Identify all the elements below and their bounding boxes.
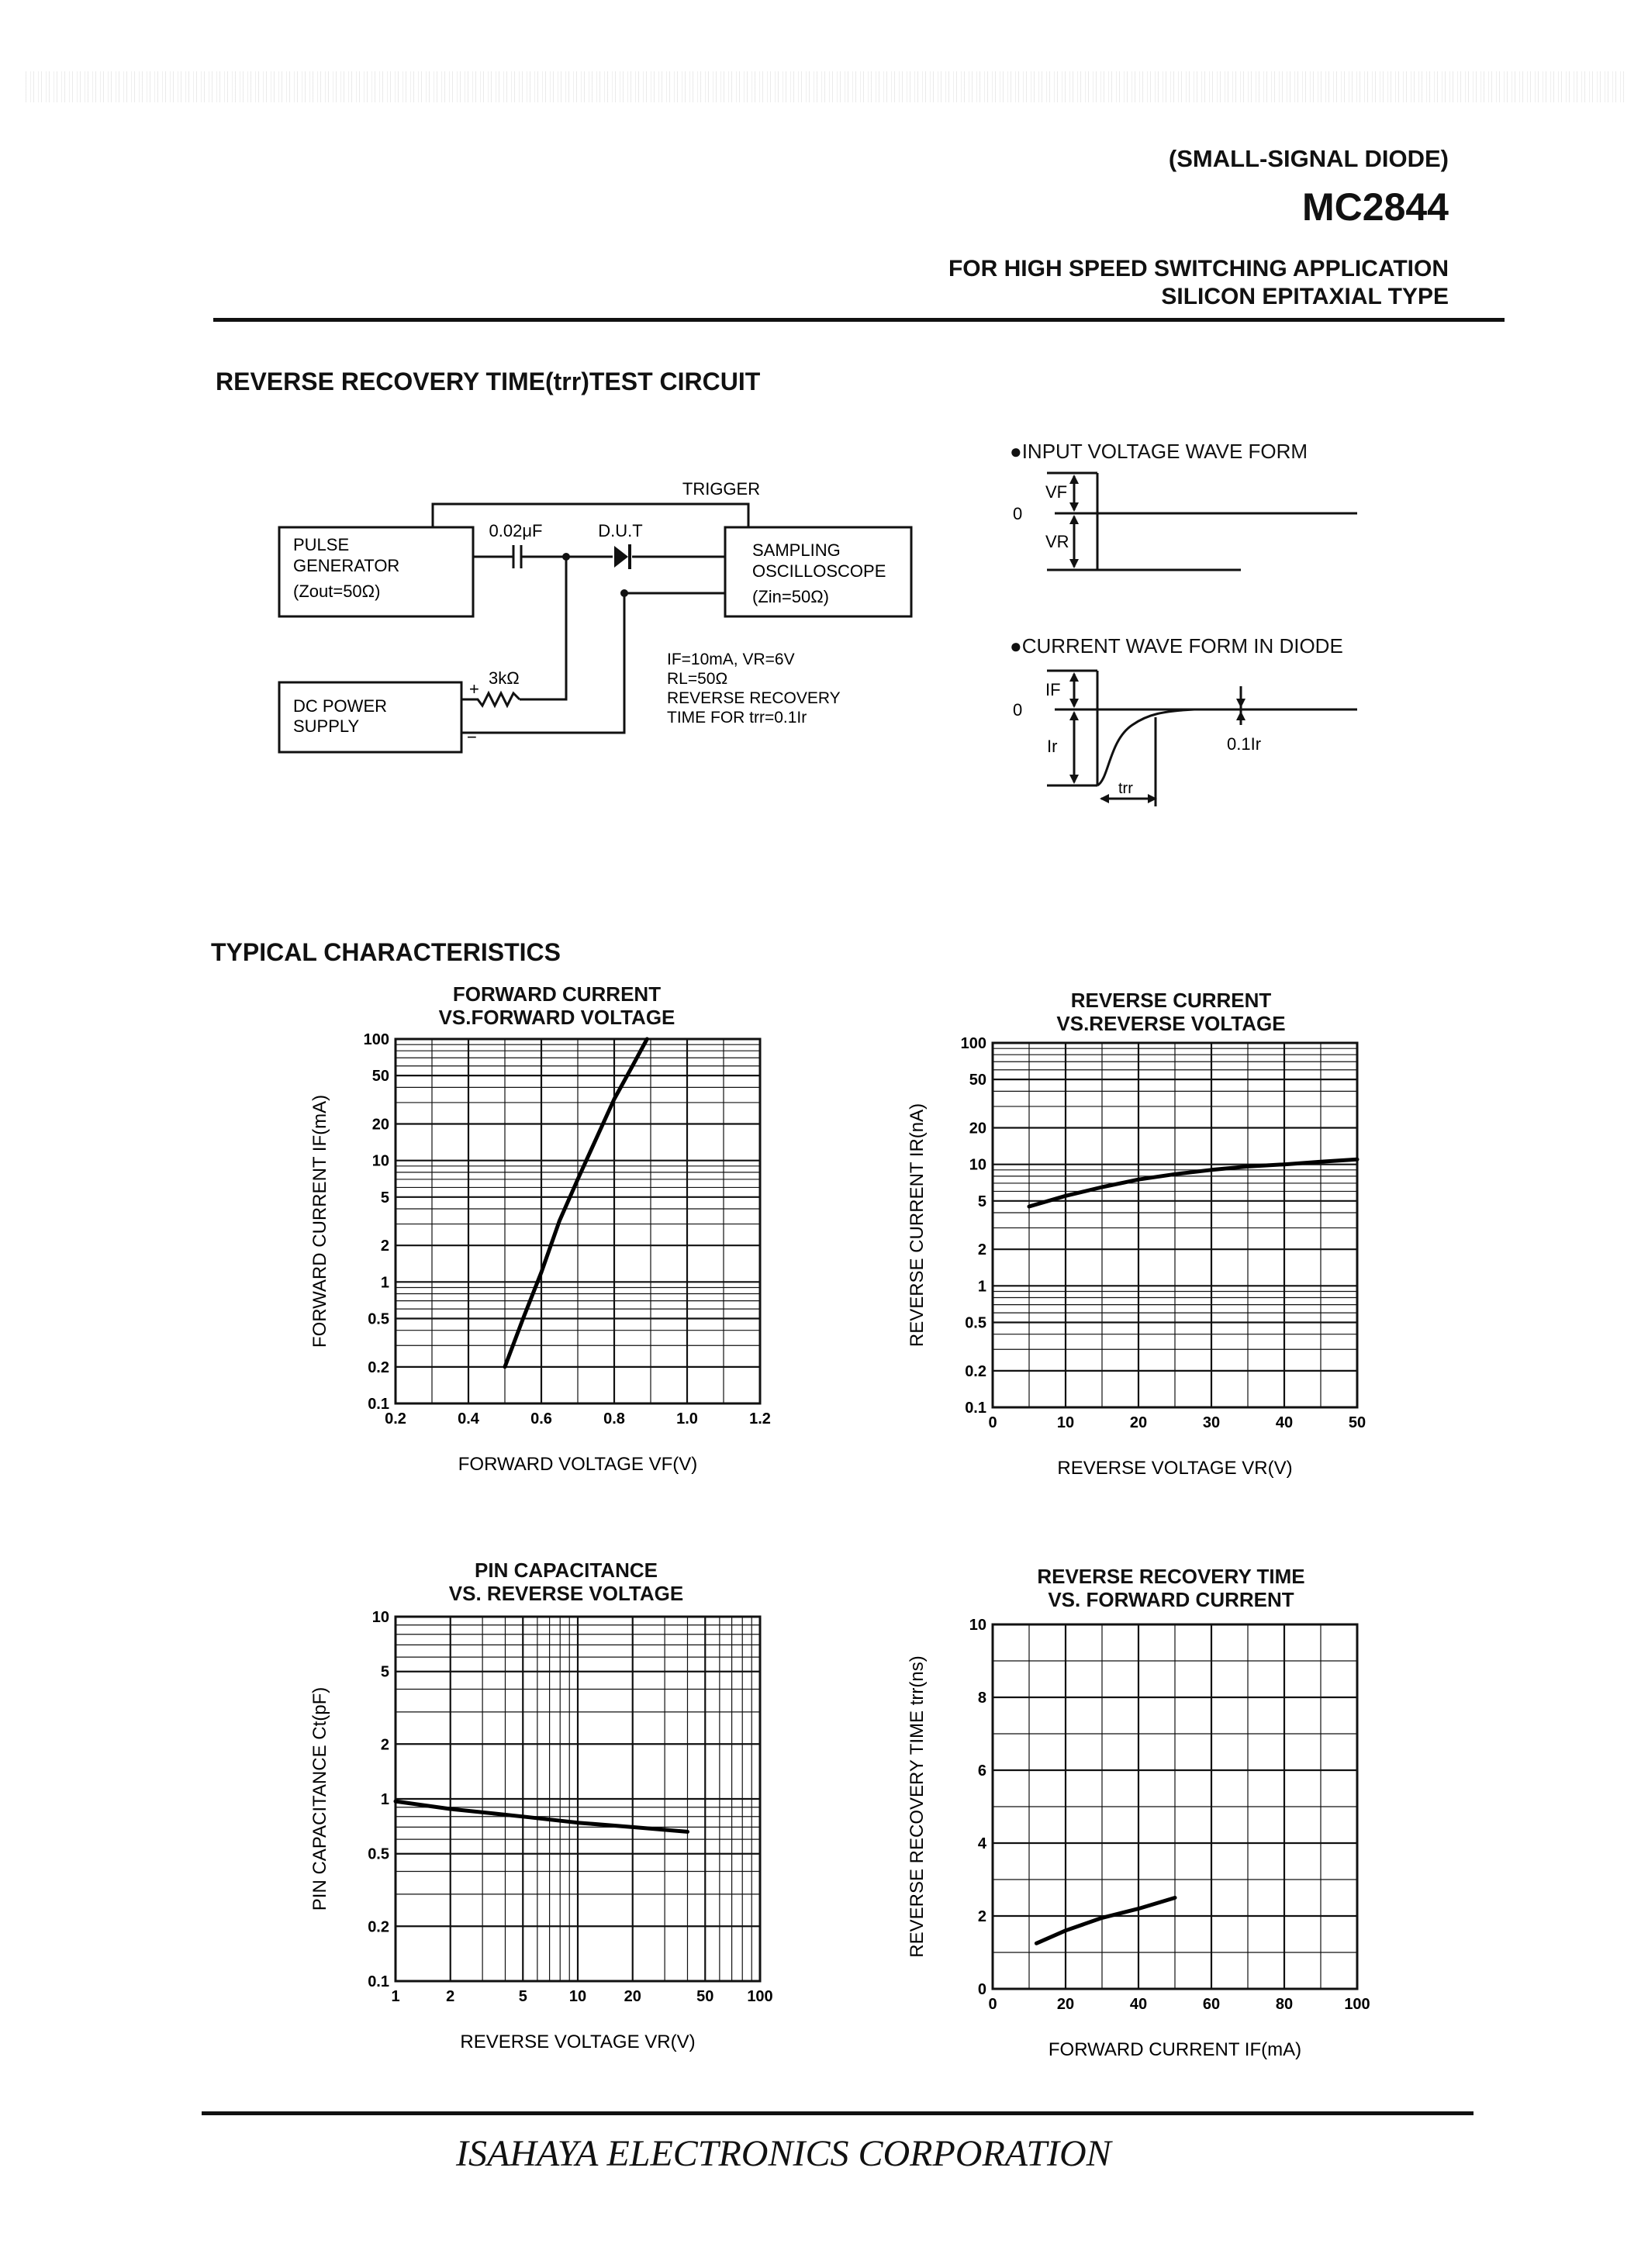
y-tick-label: 1 <box>380 1274 389 1292</box>
condition-2: RL=50Ω <box>667 670 728 688</box>
y-tick-label: 1 <box>380 1791 389 1808</box>
y-tick-label: 0.5 <box>368 1310 389 1328</box>
y-tick-label: 5 <box>380 1189 389 1206</box>
scope-line-1: SAMPLING <box>752 540 841 560</box>
current-waveform <box>1008 663 1365 818</box>
condition-4: TIME FOR trr=0.1Ir <box>667 709 807 727</box>
y-axis-label: FORWARD CURRENT IF(mA) <box>309 1094 330 1348</box>
trigger-label: TRIGGER <box>682 479 761 499</box>
y-tick-label: 0.5 <box>965 1314 986 1332</box>
y-tick-label: 6 <box>977 1762 986 1780</box>
x-tick-label: 80 <box>1275 1996 1294 2013</box>
x-axis-label: REVERSE VOLTAGE VR(V) <box>460 2032 696 2052</box>
x-axis-label: FORWARD CURRENT IF(mA) <box>1048 2039 1302 2060</box>
dc-supply-line-1: DC POWER <box>293 696 387 716</box>
x-tick-label: 20 <box>624 1988 641 2005</box>
x-axis-label: FORWARD VOLTAGE VF(V) <box>458 1454 698 1475</box>
current-if-label: IF <box>1045 680 1061 699</box>
input-vf-label: VF <box>1045 482 1068 502</box>
condition-1: IF=10mA, VR=6V <box>667 651 795 668</box>
x-tick-label: 0.6 <box>530 1410 552 1427</box>
y-tick-label: 50 <box>969 1072 986 1089</box>
y-tick-label: 100 <box>960 1035 986 1052</box>
y-tick-label: 0.1 <box>368 1973 389 1990</box>
x-tick-label: 1.2 <box>749 1410 771 1427</box>
y-axis-label: REVERSE CURRENT IR(nA) <box>907 1103 928 1348</box>
resistor-plus: + <box>469 679 479 699</box>
x-tick-label: 20 <box>1056 1996 1075 2013</box>
pulse-gen-line-3: (Zout=50Ω) <box>293 582 381 601</box>
current-point-label: 0.1Ir <box>1227 734 1262 754</box>
current-waveform-title: ●CURRENT WAVE FORM IN DIODE <box>1010 634 1343 658</box>
x-tick-label: 0 <box>988 1414 997 1431</box>
y-tick-label: 2 <box>380 1736 389 1754</box>
x-tick-label: 0 <box>988 1996 997 2013</box>
x-tick-label: 0.4 <box>458 1410 479 1427</box>
test-circuit-title: REVERSE RECOVERY TIME(trr)TEST CIRCUIT <box>216 368 761 395</box>
input-waveform-title: ●INPUT VOLTAGE WAVE FORM <box>1010 440 1308 463</box>
x-tick-label: 50 <box>696 1988 714 2005</box>
current-ir-label: Ir <box>1047 737 1058 756</box>
series-line-trr <box>1036 1898 1175 1944</box>
x-tick-label: 50 <box>1348 1414 1366 1431</box>
input-waveform <box>1008 465 1365 582</box>
x-tick-label: 30 <box>1202 1414 1221 1431</box>
header-rule <box>213 318 1505 322</box>
y-tick-label: 1 <box>977 1278 986 1296</box>
input-zero-label: 0 <box>1013 504 1023 523</box>
x-tick-label: 0.8 <box>603 1410 625 1427</box>
y-tick-label: 2 <box>977 1241 986 1259</box>
chart-title-if-vf: FORWARD CURRENT VS.FORWARD VOLTAGE <box>438 982 675 1029</box>
capacitor-label: 0.02μF <box>489 521 543 540</box>
y-tick-label: 50 <box>371 1068 389 1086</box>
x-axis-label: REVERSE VOLTAGE VR(V) <box>1057 1458 1293 1479</box>
input-vr-label: VR <box>1045 532 1069 551</box>
y-tick-label: 0 <box>977 1981 986 1998</box>
y-tick-label: 0.1 <box>965 1400 986 1417</box>
x-tick-label: 0.2 <box>385 1410 406 1427</box>
y-tick-label: 10 <box>371 1609 389 1626</box>
y-tick-label: 100 <box>363 1031 389 1048</box>
y-tick-label: 10 <box>969 1156 986 1174</box>
y-tick-label: 0.2 <box>368 1358 389 1376</box>
y-tick-label: 0.5 <box>368 1845 389 1863</box>
footer-rule <box>202 2111 1474 2115</box>
y-tick-label: 5 <box>977 1193 986 1210</box>
y-axis-label: PIN CAPACITANCE Ct(pF) <box>309 1686 330 1911</box>
typical-characteristics-title: TYPICAL CHARACTERISTICS <box>211 938 561 966</box>
scope-line-2: OSCILLOSCOPE <box>752 561 886 581</box>
x-tick-label: 40 <box>1129 1996 1148 2013</box>
y-tick-label: 10 <box>371 1152 389 1170</box>
x-tick-label: 5 <box>518 1988 527 2005</box>
y-tick-label: 20 <box>969 1120 986 1137</box>
current-trr-label: trr <box>1118 780 1133 797</box>
company-name: ISAHAYA ELECTRONICS CORPORATION <box>456 2133 1111 2174</box>
y-tick-label: 10 <box>969 1617 986 1634</box>
chart-title-trr-if: REVERSE RECOVERY TIME VS. FORWARD CURRENT <box>1037 1565 1305 1611</box>
x-tick-label: 40 <box>1275 1414 1294 1431</box>
y-tick-label: 0.1 <box>368 1396 389 1413</box>
x-tick-label: 1.0 <box>676 1410 698 1427</box>
y-axis-label: REVERSE RECOVERY TIME trr(ns) <box>907 1655 928 1958</box>
part-number: MC2844 <box>1302 185 1449 229</box>
scope-line-3: (Zin=50Ω) <box>752 587 829 606</box>
application: FOR HIGH SPEED SWITCHING APPLICATION <box>948 256 1449 281</box>
chart-title-ct-vr: PIN CAPACITANCE VS. REVERSE VOLTAGE <box>448 1559 684 1605</box>
y-tick-label: 20 <box>371 1116 389 1134</box>
x-tick-label: 100 <box>747 1988 773 2005</box>
x-tick-label: 1 <box>391 1988 400 2005</box>
condition-3: REVERSE RECOVERY <box>667 689 841 707</box>
dc-supply-line-2: SUPPLY <box>293 716 360 736</box>
pulse-gen-line-1: PULSE <box>293 535 350 554</box>
device-type: SILICON EPITAXIAL TYPE <box>1161 284 1449 309</box>
dut-label: D.U.T <box>598 521 643 540</box>
pulse-gen-line-2: GENERATOR <box>293 556 400 575</box>
x-tick-label: 10 <box>568 1988 587 2005</box>
x-tick-label: 60 <box>1202 1996 1221 2013</box>
resistor-minus: − <box>467 727 477 747</box>
header-stripe <box>23 71 1625 102</box>
chart-ct-vr <box>302 1601 799 2074</box>
chart-trr-if <box>900 1609 1396 2082</box>
y-tick-label: 2 <box>380 1238 389 1255</box>
diode-symbol <box>614 546 628 568</box>
x-tick-label: 100 <box>1344 1996 1370 2013</box>
series-line-IF <box>505 1039 647 1367</box>
y-tick-label: 0.2 <box>965 1362 986 1380</box>
x-tick-label: 2 <box>446 1988 455 2005</box>
product-category: (SMALL-SIGNAL DIODE) <box>1168 145 1449 172</box>
y-tick-label: 8 <box>977 1690 986 1707</box>
y-tick-label: 4 <box>977 1835 986 1852</box>
resistor-label: 3kΩ <box>489 668 520 688</box>
chart-ir-vr <box>900 1027 1396 1500</box>
x-tick-label: 20 <box>1129 1414 1148 1431</box>
test-circuit-diagram <box>264 465 962 768</box>
y-tick-label: 2 <box>977 1908 986 1925</box>
chart-title-ir-vr: REVERSE CURRENT VS.REVERSE VOLTAGE <box>1056 989 1286 1035</box>
x-tick-label: 10 <box>1056 1414 1075 1431</box>
y-tick-label: 0.2 <box>368 1918 389 1936</box>
y-tick-label: 5 <box>380 1663 389 1681</box>
chart-if-vf <box>302 1024 799 1496</box>
current-zero-label: 0 <box>1013 700 1023 720</box>
